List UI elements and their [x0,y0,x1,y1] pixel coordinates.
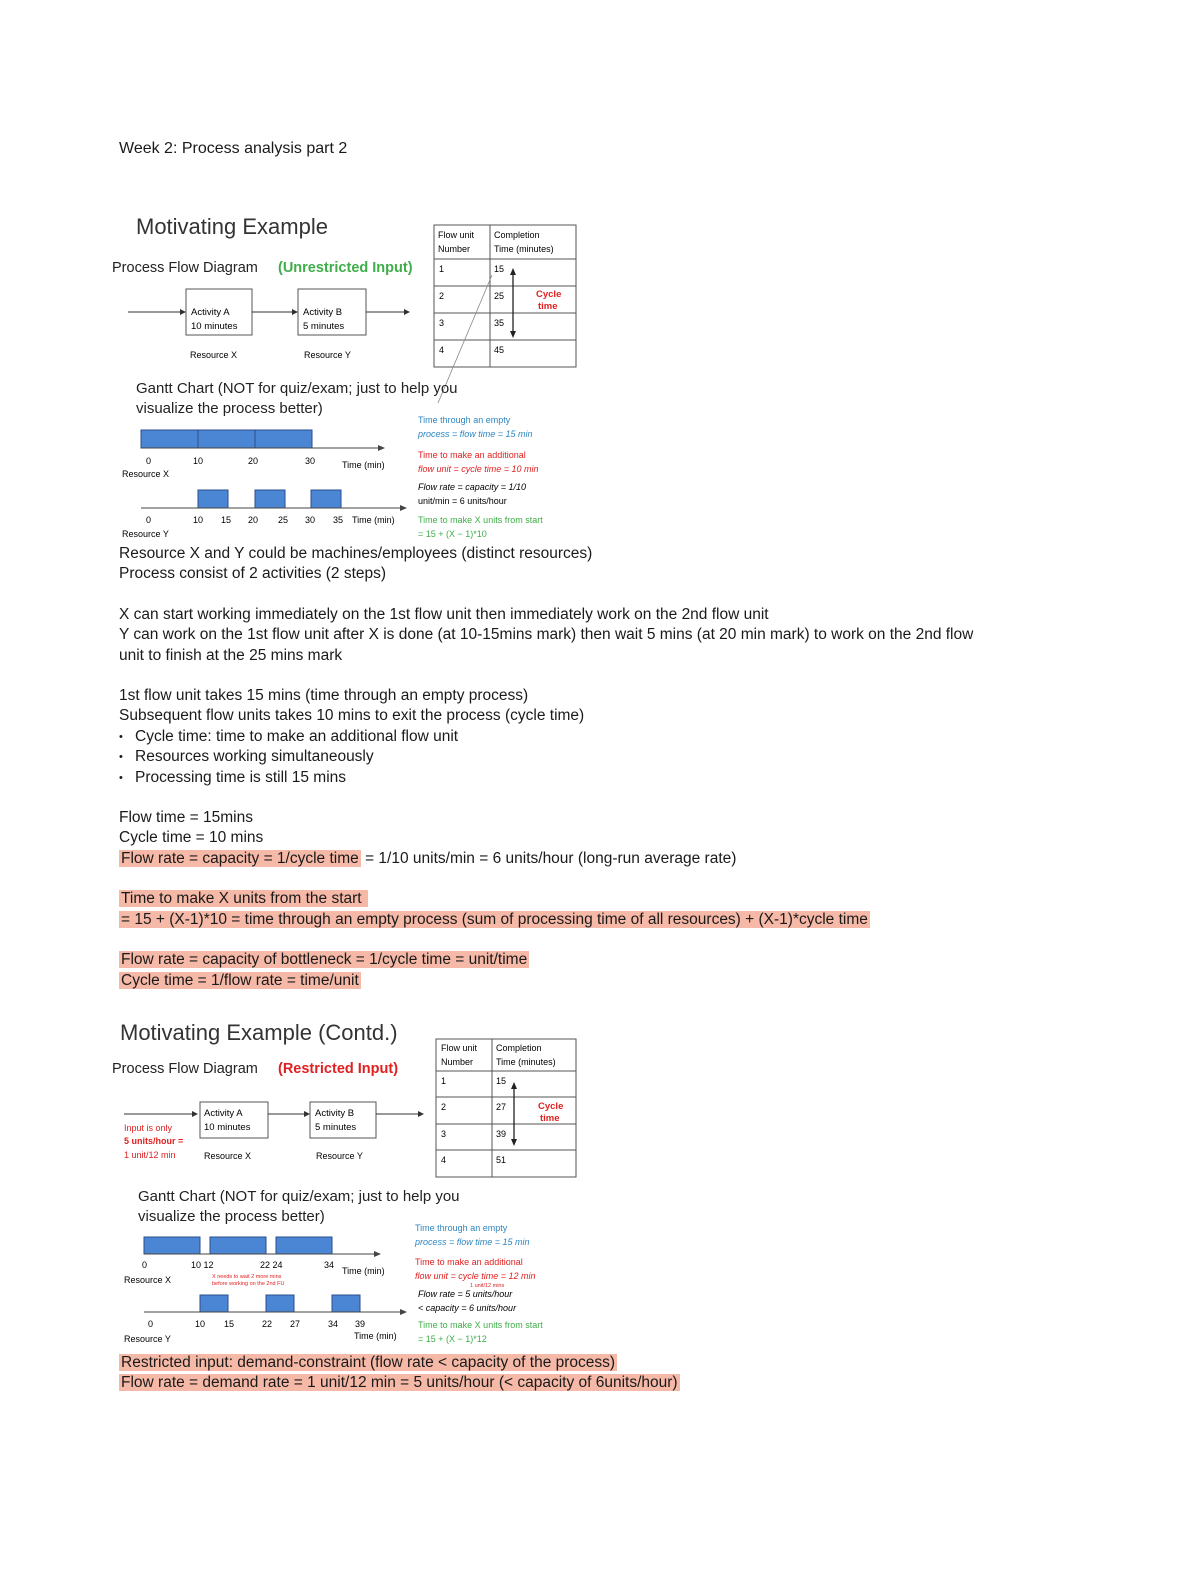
notes-block-2 [119,1353,680,1394]
gantt-resource-x [124,1237,385,1287]
table-cell: 3 [439,318,445,328]
cycle-label: time [540,1113,560,1124]
table-header: Flow unit [441,1043,478,1053]
spacer [119,869,973,889]
tick-label: 30 [305,515,316,525]
arrow-head-icon [374,1251,381,1257]
arrow-head-icon [418,1111,424,1117]
slide-motivating-example [108,205,588,545]
note-additional: flow unit = cycle time = 12 min [415,1271,536,1281]
bullet-line [119,747,973,767]
slide-title: Motivating Example [136,214,328,239]
text: Cycle time = 10 mins [119,829,264,847]
gantt-bar [266,1295,294,1312]
note-rate: Flow rate = 5 units/hour [418,1289,513,1299]
gantt-resource-y [124,1295,407,1344]
time-label: Time (min) [352,515,395,525]
resource-y-label: Resource Y [316,1151,363,1161]
pfd-tag-unrestricted: (Unrestricted Input) [278,260,413,276]
activity-b-time: 5 minutes [315,1122,357,1133]
note-empty: Time through an empty [415,1223,508,1233]
gantt-title: Gantt Chart (NOT for quiz/exam; just to help you [136,380,458,397]
gantt-bar [198,490,228,508]
table-header: Time (minutes) [496,1057,556,1067]
text-line [119,808,973,828]
table-cell: 3 [441,1129,447,1139]
tick-label: 0 [148,1319,154,1329]
text-rest: = 1/10 units/min = 6 units/hour (long-run average rate) [360,849,737,867]
tick-label: 34 [324,1260,335,1270]
resource-x-label: Resource X [190,350,238,360]
activity-a-time: 10 minutes [191,321,238,332]
table-cell: 1 [441,1076,447,1086]
table-cell: 2 [441,1102,447,1112]
note-empty: Time through an empty [418,415,511,425]
arrow-head-icon [304,1111,310,1117]
arrow-head-icon [292,309,298,315]
tick-label: 35 [333,515,344,525]
note-empty: process = flow time = 15 min [415,1237,530,1247]
tick-label: 25 [278,515,289,525]
spacer [119,666,973,686]
table-cell: 1 [439,264,445,274]
text-line [119,646,973,666]
arrow-head-icon [400,505,407,511]
resource-y-label: Resource Y [124,1334,171,1344]
pfd-label: Process Flow Diagram [112,1061,258,1077]
note-xunits: Time to make X units from start [418,515,543,525]
highlight: Restricted input: demand-constraint (flow rate < capacity of the process) [121,1354,616,1371]
note-xunits: = 15 + (X − 1)*10 [418,529,487,539]
bullet-line [119,768,973,788]
notes-block-1 [119,544,973,991]
resource-x-label: Resource X [204,1151,252,1161]
activity-a-name: Activity A [191,307,230,318]
note-additional: Time to make an additional [415,1257,523,1267]
table-header: Flow unit [438,230,475,240]
tick-label: 10 [193,515,204,525]
text-line [119,686,973,706]
highlighted-line [119,889,973,909]
arrow-head-icon [378,445,385,451]
text: Flow time = 15mins [119,809,253,827]
gantt-resource-y [122,490,407,539]
resource-y-label: Resource Y [304,350,351,360]
tick-label: 10 [195,1319,206,1329]
highlight: Flow rate = capacity of bottleneck = 1/cycle time = unit/time [121,951,528,969]
cycle-label: Cycle [538,1101,564,1112]
highlight: Flow rate = capacity = 1/cycle time [121,849,359,867]
text: Resource X and Y could be machines/employees (distinct resources) [119,545,593,562]
activity-a-name: Activity A [204,1108,243,1119]
activity-a-time: 10 minutes [204,1122,251,1133]
highlighted-line [119,849,973,869]
table-cell: 35 [494,318,505,328]
tick-label: 30 [305,456,316,466]
highlight: = 15 + (X-1)*10 = time through an empty process (sum of processing time of all resources) + (X-1)*cycle time [121,910,868,928]
table-header: Time (minutes) [494,244,554,254]
text: Process consist of 2 activities (2 steps) [119,565,387,583]
arrow-head-icon [404,309,410,315]
tick-label: 0 [146,515,152,525]
gantt-bar [200,1295,228,1312]
table-cell: 39 [496,1129,507,1139]
tick-label: 27 [290,1319,301,1329]
text: X can start working immediately on the 1st flow unit then immediately work on the 2nd flow unit [119,605,769,623]
gantt-bar [210,1237,266,1254]
highlight: Time to make X units from the start [121,890,366,908]
highlight: Flow rate = demand rate = 1 unit/12 min = 5 units/hour (< capacity of 6units/hour) [121,1374,678,1392]
tick-label: 34 [328,1319,339,1329]
highlighted-line [119,971,973,991]
tick-label: 22 [262,1319,273,1329]
time-label: Time (min) [354,1331,397,1341]
table-cell: 4 [439,345,445,355]
table-cell: 51 [496,1155,507,1165]
note-xunits: Time to make X units from start [418,1320,543,1330]
tick-label: 15 [224,1319,235,1329]
highlighted-line [119,910,973,930]
tick-label: 0 [146,456,152,466]
arrow-head-icon [180,309,186,315]
highlighted-line [119,950,973,970]
text: 1st flow unit takes 15 mins (time through an empty process) [119,687,529,705]
note-additional: Time to make an additional [418,450,526,460]
note-xunits: = 15 + (X − 1)*12 [418,1334,487,1344]
text: Cycle time: time to make an additional flow unit [135,727,459,745]
activity-b-time: 5 minutes [303,321,345,332]
table-header: Number [438,244,471,254]
time-label: Time (min) [342,460,385,470]
input-note: Input is only [124,1123,173,1133]
gantt-title: Gantt Chart (NOT for quiz/exam; just to help you [138,1188,460,1205]
pfd-tag-restricted: (Restricted Input) [278,1061,399,1077]
gantt-resource-x [122,430,385,479]
spacer [119,585,973,605]
gantt-bar [198,430,255,448]
arrow-head-icon [400,1309,407,1315]
table-cell: 2 [439,291,445,301]
text: unit to finish at the 25 mins mark [119,646,343,664]
gantt-title: visualize the process better) [136,400,323,417]
gantt-bar [144,1237,200,1254]
spacer [119,788,973,808]
table-header: Completion [494,230,540,240]
gantt-bar [255,490,285,508]
input-note: 5 units/hour = [124,1136,184,1146]
gantt-title: visualize the process better) [138,1208,325,1225]
highlighted-line [119,1353,680,1373]
gantt-bar [332,1295,360,1312]
resource-x-label: Resource X [122,469,170,479]
resource-x-label: Resource X [124,1275,172,1285]
gantt-bar [276,1237,332,1254]
wait-note: X needs to wait 2 more mins [212,1274,282,1280]
input-note: 1 unit/12 min [124,1150,176,1160]
tick-label: 0 [142,1260,148,1270]
tick-label: 10 12 [191,1260,214,1270]
table-cell: 45 [494,345,505,355]
highlight: Cycle time = 1/flow rate = time/unit [121,971,359,989]
spacer [119,930,973,950]
note-rate: unit/min = 6 units/hour [418,496,507,506]
tick-label: 20 [248,515,259,525]
tick-label: 10 [193,456,204,466]
page-title: Week 2: Process analysis part 2 [119,140,348,157]
text-line [119,828,973,848]
text: Subsequent flow units takes 10 mins to exit the process (cycle time) [119,707,585,725]
slide-motivating-example-contd [108,1015,588,1355]
slide-title: Motivating Example (Contd.) [120,1020,398,1045]
text-line [119,706,973,726]
note-rate: < capacity = 6 units/hour [418,1303,517,1313]
tick-label: 22 24 [260,1260,283,1270]
highlighted-line [119,1373,680,1393]
gantt-bar [141,430,198,448]
note-small: 1 unit/12 mins [470,1283,505,1289]
text-line [119,544,973,564]
text: Resources working simultaneously [135,748,374,766]
activity-b-name: Activity B [315,1108,355,1119]
resource-y-label: Resource Y [122,529,169,539]
table-header: Number [441,1057,474,1067]
text-line [119,564,973,584]
wait-note: before working on the 2nd FU [212,1281,285,1287]
table-cell: 27 [496,1102,507,1112]
tick-label: 39 [355,1319,366,1329]
table-header: Completion [496,1043,542,1053]
bullet-line [119,727,973,747]
note-empty: process = flow time = 15 min [418,429,533,439]
table-cell: 25 [494,291,505,301]
text-line [119,625,973,645]
text-line [119,605,973,625]
cycle-label: Cycle [536,289,562,300]
tick-label: 15 [221,515,232,525]
gantt-bar [255,430,312,448]
text: Y can work on the 1st flow unit after X is done (at 10-15mins mark) then wait 5 mins (at 20 min mark) to work on the 2nd flow [119,626,974,644]
time-label: Time (min) [342,1266,385,1276]
table-cell: 15 [494,264,505,274]
tick-label: 20 [248,456,259,466]
text: Processing time is still 15 mins [135,768,347,786]
note-additional: flow unit = cycle time = 10 min [418,464,539,474]
activity-b-name: Activity B [303,307,343,318]
gantt-bar [311,490,341,508]
arrow-head-icon [192,1111,198,1117]
table-cell: 4 [441,1155,447,1165]
note-rate: Flow rate = capacity = 1/10 [418,482,527,492]
table-cell: 15 [496,1076,507,1086]
pfd-label: Process Flow Diagram [112,260,258,276]
cycle-label: time [538,301,558,312]
